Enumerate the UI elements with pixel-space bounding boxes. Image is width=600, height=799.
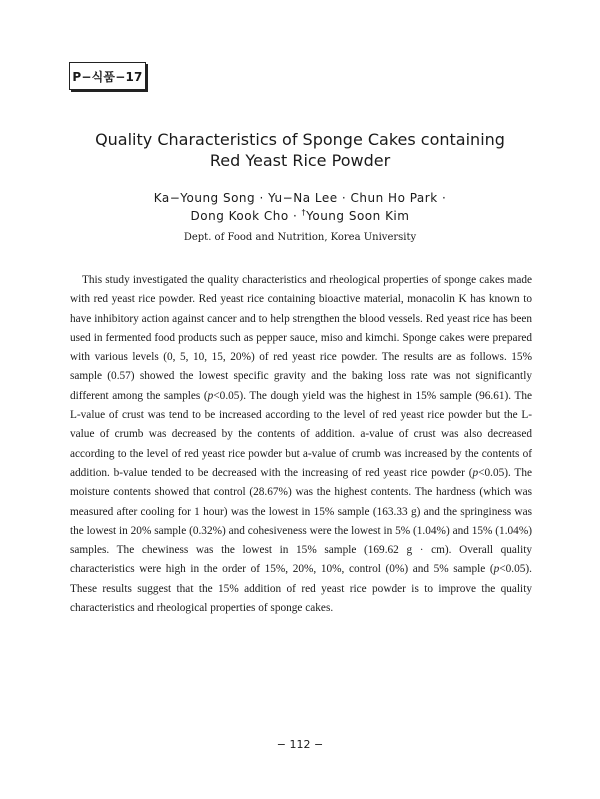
abstract-part-3: <0.05). The moisture contents showed that control (28.67%) was the highest contents. The hardness (which was measured after cooling for 1 hour) was the lowest in 15% sample (163.33 g) and the springiness was the lowest in 20% sample (0.32%) and cohesiveness were the lowest in 5% (1.04%) and 15% (1.04%) samples. The chewiness was the lowest in 15% sample (169.62 g · cm). Overall quality characteristics were high in the order of 15%, 20%, 10%, control (0%) and 5% sample ( <box>70 466 532 576</box>
p-value-symbol: p <box>472 466 479 479</box>
corresponding-author-name: Young Soon Kim <box>306 209 410 223</box>
paper-title <box>40 129 560 171</box>
abstract-part-2: <0.05). The dough yield was the highest in 15% sample (96.61). The L-value of crust was tend to be increased according to the level of red yeast rice powder but the L-value of crumb was decreased by the contents of addition. a-value of crust was also decreased according to the level of red yeast rice powder but a-value of crumb was increased by the contents of addition. b-value tended to be decreased with the increasing of red yeast rice powder ( <box>70 389 533 479</box>
authors-line-1: Ka−Young Song · Yu−Na Lee · Chun Ho Park · <box>153 191 447 205</box>
title-line-2: Red Yeast Rice Powder <box>209 151 391 170</box>
abstract-body <box>70 271 532 618</box>
abstract-part-4: <0.05). These results suggest that the 15% addition of red yeast rice powder is to improve the quality characteristics and rheological properties of sponge cakes. <box>70 563 532 615</box>
session-tag: P−식품−17 <box>72 69 143 84</box>
p-value-symbol: p <box>493 563 500 576</box>
affiliation: Dept. of Food and Nutrition, Korea University <box>183 232 417 243</box>
page-number: − 112 − <box>276 738 324 751</box>
title-line-1: Quality Characteristics of Sponge Cakes containing <box>95 130 505 149</box>
authors-line-2-start: Dong Kook Cho · <box>190 209 302 223</box>
author-list <box>40 189 560 225</box>
p-value-symbol: p <box>207 389 214 402</box>
abstract-part-1: This study investigated the quality characteristics and rheological properties of sponge cakes made with red yeast rice powder. Red yeast rice containing bioactive material, monacolin K has known to have inhibitory action against cancer and to help strengthen the blood vessels. Red yeast rice has been used in fermented food products such as pepper sauce, miso and kimchi. Sponge cakes were prepared with various levels (0, 5, 10, 15, 20%) of red yeast rice powder. The results are as follows. 15% sample (0.57) showed the lowest specific gravity and the baking loss rate was not significantly different among the samples ( <box>70 274 532 402</box>
authors-line-2 <box>40 207 560 225</box>
session-tag-box <box>69 62 146 90</box>
corresponding-author-mark: † <box>301 208 307 217</box>
